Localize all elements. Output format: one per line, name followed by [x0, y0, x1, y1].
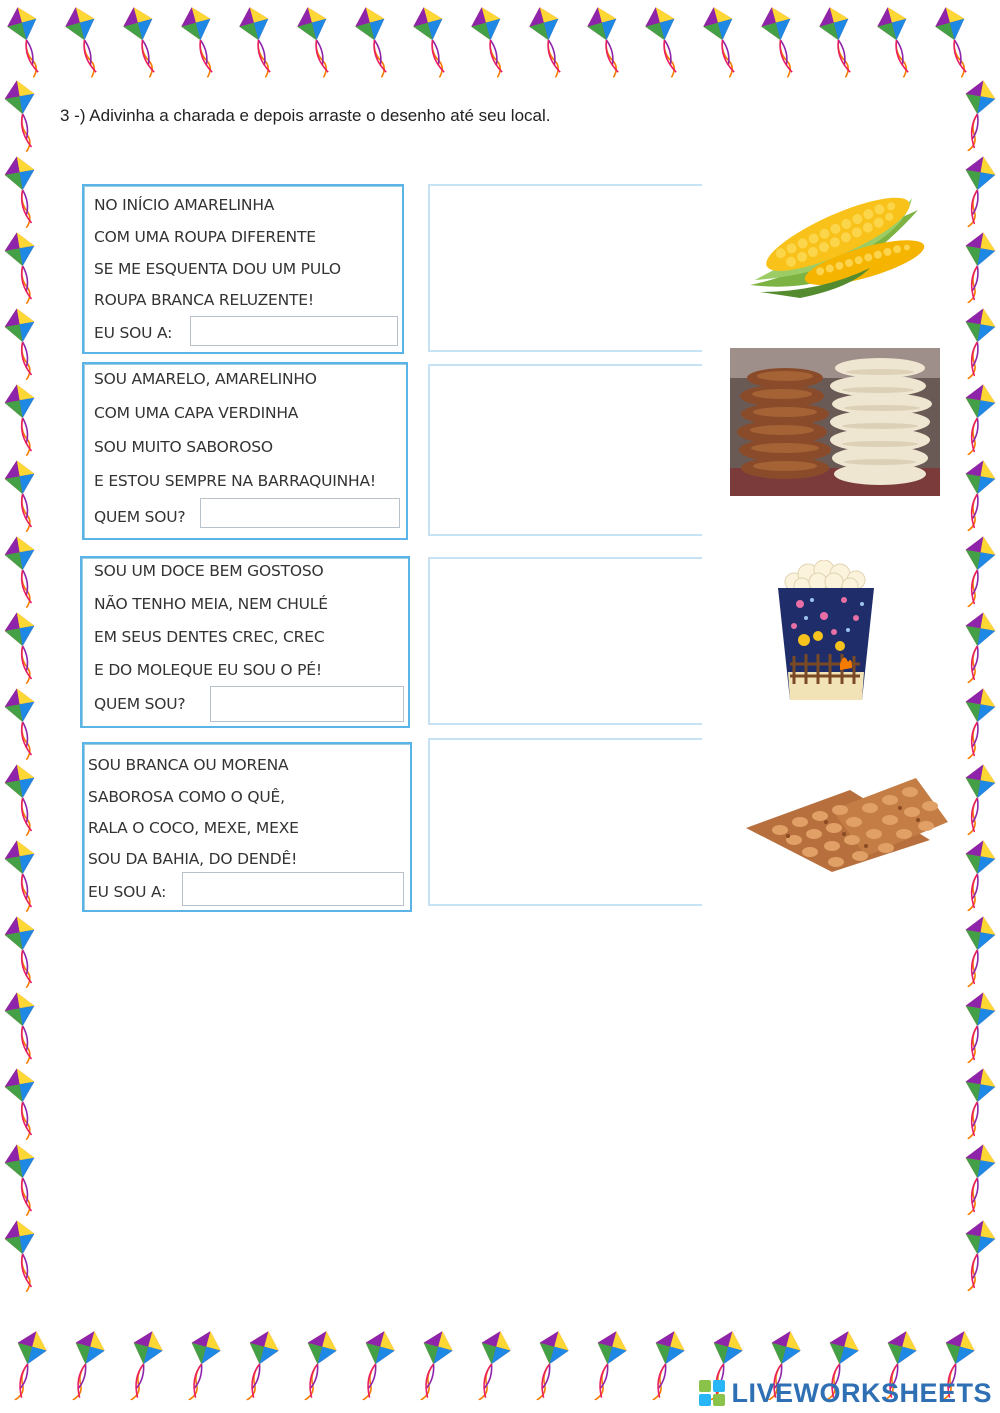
kite-icon [0, 1066, 46, 1143]
kite-icon [954, 762, 1000, 839]
kite-icon [929, 3, 980, 81]
kite-icon [0, 534, 46, 611]
kite-icon [871, 3, 922, 81]
corn-icon[interactable] [740, 180, 930, 300]
kite-icon [59, 1327, 110, 1405]
kite-icon [523, 3, 574, 81]
kite-icon [954, 534, 1000, 611]
kite-icon [0, 382, 46, 459]
kite-icon [175, 3, 226, 81]
kite-icon [175, 1327, 226, 1405]
kite-icon [954, 838, 1000, 915]
answer-input-2[interactable] [200, 498, 400, 528]
kite-icon [954, 686, 1000, 763]
answer-input-1[interactable] [190, 316, 398, 346]
kite-icon [0, 838, 46, 915]
instruction-text: 3 -) Adivinha a charada e depois arraste o desenho até seu local. [60, 106, 551, 125]
answer-input-4[interactable] [182, 872, 404, 906]
riddle-line: COM UMA CAPA VERDINHA [94, 404, 299, 422]
riddle-box-4 [82, 742, 412, 912]
kite-icon [954, 1066, 1000, 1143]
riddle-box-1 [82, 184, 404, 354]
riddle-line: NÃO TENHO MEIA, NEM CHULÉ [94, 595, 328, 613]
popcorn-icon[interactable] [774, 560, 878, 704]
logo-text: LIVEWORKSHEETS [731, 1377, 992, 1408]
kite-icon [0, 78, 46, 155]
riddle-box-3 [80, 556, 410, 728]
riddle-line: SOU MUITO SABOROSO [94, 438, 273, 456]
liveworksheets-logo [699, 1377, 992, 1409]
kite-icon [0, 230, 46, 307]
drop-zone-4[interactable] [428, 738, 702, 906]
kite-icon [117, 1327, 168, 1405]
kite-icon [291, 3, 342, 81]
riddle-line: EM SEUS DENTES CREC, CREC [94, 628, 325, 646]
kite-icon [954, 1142, 1000, 1219]
kite-icon [954, 990, 1000, 1067]
kite-icon [291, 1327, 342, 1405]
pe-de-moleque-icon[interactable] [740, 770, 952, 876]
riddle-line: SE ME ESQUENTA DOU UM PULO [94, 260, 341, 278]
kite-icon [233, 1327, 284, 1405]
kite-icon [954, 78, 1000, 155]
logo-mark-icon [699, 1380, 727, 1406]
answer-input-3[interactable] [210, 686, 404, 722]
riddle-line: RALA O COCO, MEXE, MEXE [88, 819, 299, 837]
riddle-line: COM UMA ROUPA DIFERENTE [94, 228, 316, 246]
riddle-line: SOU UM DOCE BEM GOSTOSO [94, 562, 324, 580]
kite-icon [954, 230, 1000, 307]
drop-zone-2[interactable] [428, 364, 702, 536]
riddle-line: NO INÍCIO AMARELINHA [94, 196, 275, 214]
kite-icon [954, 914, 1000, 991]
riddle-line: E DO MOLEQUE EU SOU O PÉ! [94, 661, 322, 679]
kite-icon [59, 3, 110, 81]
answer-prompt: QUEM SOU? [94, 695, 186, 713]
kite-icon [0, 914, 46, 991]
riddle-line: SABOROSA COMO O QUÊ, [88, 788, 285, 806]
kite-icon [0, 306, 46, 383]
riddle-line: SOU DA BAHIA, DO DENDÊ! [88, 850, 298, 868]
riddle-line: ROUPA BRANCA RELUZENTE! [94, 291, 314, 309]
kite-icon [0, 762, 46, 839]
kite-icon [954, 154, 1000, 231]
kite-icon [954, 382, 1000, 459]
riddle-line: E ESTOU SEMPRE NA BARRAQUINHA! [94, 472, 376, 490]
kite-icon [1, 3, 52, 81]
kite-icon [117, 3, 168, 81]
kite-icon [465, 1327, 516, 1405]
cocada-icon[interactable] [730, 348, 940, 496]
kite-icon [0, 686, 46, 763]
drop-zone-1[interactable] [428, 184, 702, 352]
kite-icon [233, 3, 284, 81]
kite-icon [755, 3, 806, 81]
kite-icon [407, 1327, 458, 1405]
kite-icon [0, 1218, 46, 1295]
answer-prompt: EU SOU A: [94, 324, 173, 342]
kite-icon [813, 3, 864, 81]
kite-icon [0, 990, 46, 1067]
answer-prompt: EU SOU A: [88, 883, 167, 901]
kite-icon [639, 1327, 690, 1405]
kite-icon [639, 3, 690, 81]
kite-icon [581, 3, 632, 81]
kite-icon [0, 154, 46, 231]
kite-icon [954, 610, 1000, 687]
kite-icon [0, 458, 46, 535]
kite-icon [465, 3, 516, 81]
drop-zone-3[interactable] [428, 557, 702, 725]
kite-icon [349, 3, 400, 81]
kite-icon [523, 1327, 574, 1405]
riddle-line: SOU AMARELO, AMARELINHO [94, 370, 317, 388]
kite-icon [407, 3, 458, 81]
riddle-box-2 [82, 362, 408, 540]
kite-icon [697, 3, 748, 81]
kite-icon [954, 1218, 1000, 1295]
answer-prompt: QUEM SOU? [94, 508, 186, 526]
kite-icon [954, 458, 1000, 535]
kite-icon [1, 1327, 52, 1405]
kite-icon [581, 1327, 632, 1405]
kite-icon [349, 1327, 400, 1405]
riddle-line: SOU BRANCA OU MORENA [88, 756, 289, 774]
kite-icon [0, 1142, 46, 1219]
kite-icon [0, 610, 46, 687]
kite-icon [954, 306, 1000, 383]
